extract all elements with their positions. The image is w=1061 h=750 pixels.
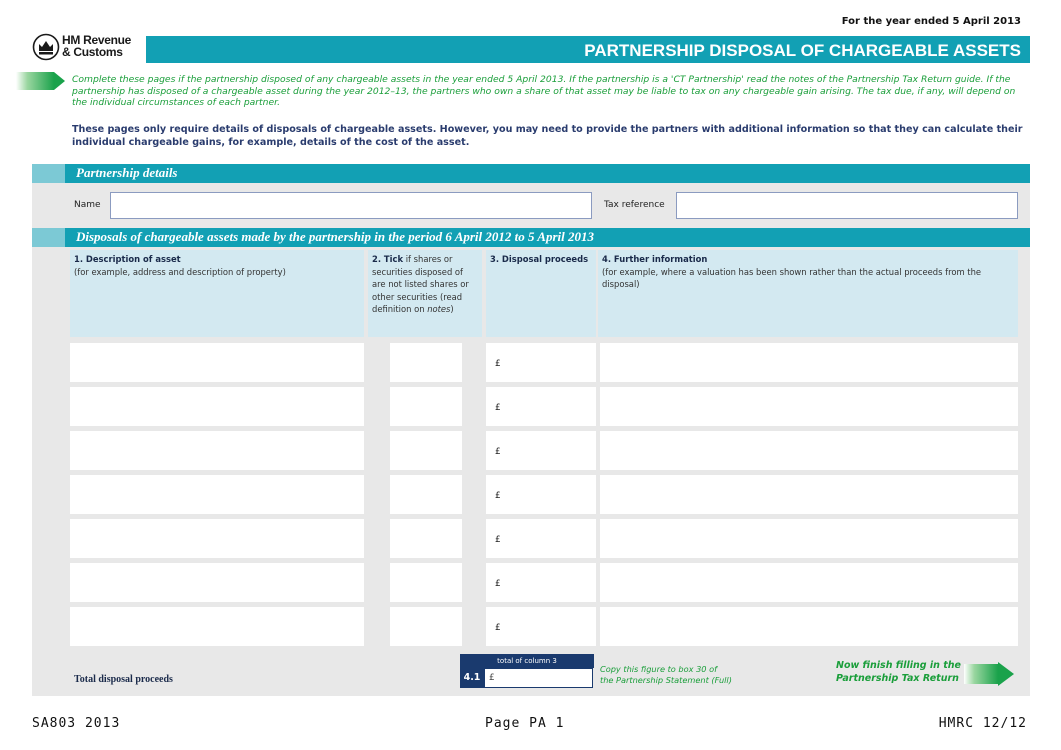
col1-sub: (for example, address and description of property) xyxy=(74,266,286,277)
finish-line-1: Now finish filling in the xyxy=(836,660,961,671)
tick-box[interactable] xyxy=(390,607,462,646)
footer-page-number: Page PA 1 xyxy=(485,716,565,731)
further-info-input[interactable] xyxy=(600,563,1018,602)
copy-instruction xyxy=(600,664,732,686)
total-proceeds-input[interactable] xyxy=(484,668,593,688)
finish-arrow-icon xyxy=(964,664,998,684)
description-input[interactable] xyxy=(70,519,364,558)
col2-end: ) xyxy=(450,304,454,314)
proceeds-input[interactable] xyxy=(486,431,596,470)
tax-reference-label: Tax reference xyxy=(604,200,665,210)
logo-line-2: & Customs xyxy=(62,45,123,59)
finish-arrow-head-icon xyxy=(998,662,1014,686)
col4-title: 4. Further information xyxy=(602,254,708,264)
currency-symbol: £ xyxy=(495,447,501,457)
proceeds-input[interactable] xyxy=(486,387,596,426)
col4-sub: (for example, where a valuation has been shown rather than the actual proceeds from the disposal) xyxy=(602,266,982,289)
further-info-input[interactable] xyxy=(600,343,1018,382)
tick-box[interactable] xyxy=(390,343,462,382)
box-number: 4.1 xyxy=(460,668,484,688)
col2-sub: if shares or securities disposed of are not listed shares or other securities (read definition on xyxy=(372,254,469,314)
proceeds-input[interactable] xyxy=(486,563,596,602)
hmrc-logo-text xyxy=(62,34,131,58)
description-input[interactable] xyxy=(70,431,364,470)
proceeds-input[interactable] xyxy=(486,607,596,646)
further-info-input[interactable] xyxy=(600,519,1018,558)
total-disposal-proceeds-label: Total disposal proceeds xyxy=(74,674,173,685)
footer-form-code: SA803 2013 xyxy=(32,716,121,731)
finish-line-2: Partnership Tax Return xyxy=(836,672,959,684)
disposals-section-title: Disposals of chargeable assets made by the partnership in the period 6 April 2012 to 5 April 2013 xyxy=(76,229,594,244)
col-tick-header xyxy=(368,250,482,337)
currency-symbol: £ xyxy=(495,579,501,589)
currency-symbol: £ xyxy=(495,535,501,545)
col1-title: 1. Description of asset xyxy=(74,254,181,264)
col2-notes: notes xyxy=(427,304,451,314)
tick-box[interactable] xyxy=(390,519,462,558)
partnership-section-bar xyxy=(32,164,1030,183)
col-proceeds-header xyxy=(486,250,596,337)
finish-instruction xyxy=(836,660,961,685)
currency-symbol: £ xyxy=(495,403,501,413)
proceeds-input[interactable] xyxy=(486,519,596,558)
col2-title: 2. Tick xyxy=(372,254,404,264)
tax-reference-input[interactable] xyxy=(676,192,1018,219)
col3-title: 3. Disposal proceeds xyxy=(490,254,589,264)
logo-line-1: HM Revenue xyxy=(62,33,132,47)
further-info-input[interactable] xyxy=(600,431,1018,470)
currency-symbol: £ xyxy=(495,491,501,501)
col-further-info-header xyxy=(598,250,1018,337)
tick-box[interactable] xyxy=(390,431,462,470)
note-text: These pages only require details of disposals of chargeable assets. However, you may need to provide the partners with additional information so that they can calculate their individual chargeable gains, for example, details of the cost of the asset. xyxy=(72,124,1023,148)
proceeds-input[interactable] xyxy=(486,343,596,382)
currency-symbol: £ xyxy=(495,623,501,633)
description-input[interactable] xyxy=(70,607,364,646)
crown-logo-icon xyxy=(32,33,60,61)
name-input[interactable] xyxy=(110,192,592,219)
tick-box[interactable] xyxy=(390,387,462,426)
currency-symbol: £ xyxy=(495,359,501,369)
footer-revision: HMRC 12/12 xyxy=(938,716,1027,731)
further-info-input[interactable] xyxy=(600,387,1018,426)
further-info-input[interactable] xyxy=(600,475,1018,514)
intro-arrow-head-icon xyxy=(54,72,65,90)
total-currency: £ xyxy=(489,673,495,683)
tick-box[interactable] xyxy=(390,563,462,602)
copy-line-2: the Partnership Statement (Full) xyxy=(600,675,732,685)
further-info-input[interactable] xyxy=(600,607,1018,646)
col-description-header xyxy=(70,250,364,337)
tick-box[interactable] xyxy=(390,475,462,514)
tax-year-label: For the year ended 5 April 2013 xyxy=(841,16,1021,27)
description-input[interactable] xyxy=(70,563,364,602)
description-input[interactable] xyxy=(70,475,364,514)
page-title: PARTNERSHIP DISPOSAL OF CHARGEABLE ASSETS xyxy=(584,41,1021,60)
copy-line-1: Copy this figure to box 30 of xyxy=(600,664,717,674)
partnership-section-title: Partnership details xyxy=(76,165,178,180)
description-input[interactable] xyxy=(70,343,364,382)
description-input[interactable] xyxy=(70,387,364,426)
proceeds-input[interactable] xyxy=(486,475,596,514)
intro-arrow-icon xyxy=(16,72,54,90)
intro-text: Complete these pages if the partnership disposed of any chargeable assets in the year ended 5 April 2013. If the partnership is a 'CT Partnership' read the notes of the Partnership Tax Return guide. If the partnership has disposed of a chargeable asset during the year 2012–13, the partners who own a share of that asset may be liable to tax on any chargeable gain arising. The tax due, if any, will depend on the individual circumstances of each partner. xyxy=(72,74,1016,109)
total-caption: total of column 3 xyxy=(460,654,594,668)
name-label: Name xyxy=(74,200,101,210)
